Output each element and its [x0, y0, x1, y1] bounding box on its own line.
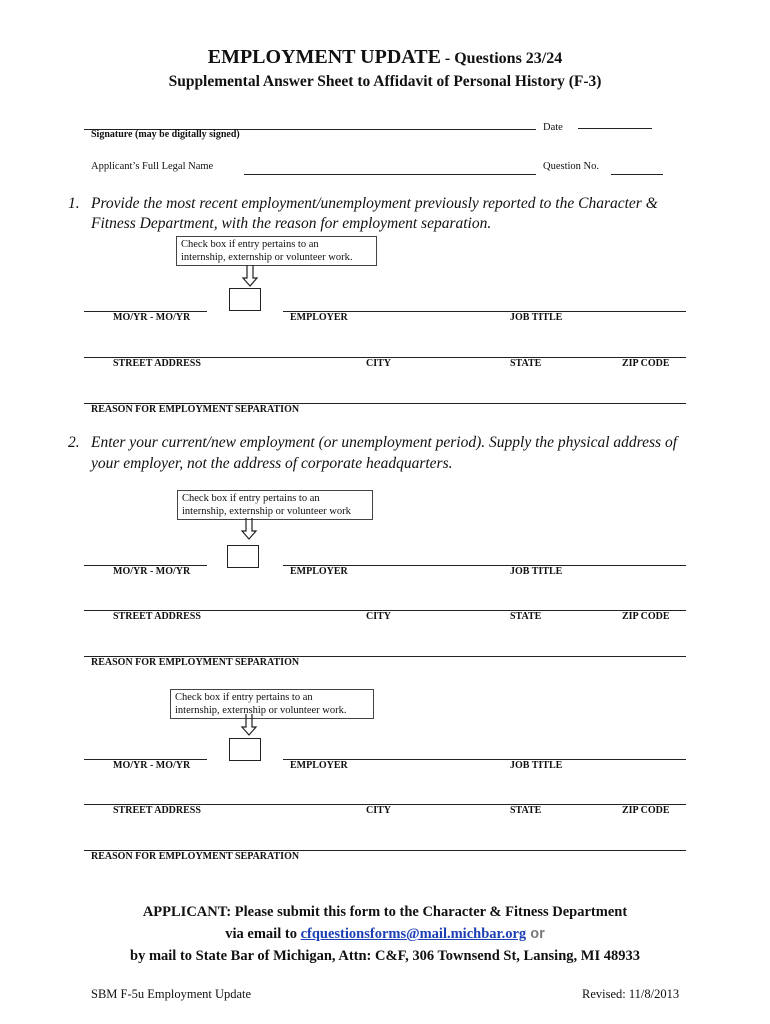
email-link[interactable]: cfquestionsforms@mail.michbar.org	[300, 926, 527, 942]
street-label-3: STREET ADDRESS	[113, 805, 201, 816]
city-label-3: CITY	[366, 805, 392, 816]
checkbox-note-3-line-1: Check box if entry pertains to an	[175, 692, 313, 703]
full-name-line[interactable]	[244, 174, 536, 175]
job-title-label-3: JOB TITLE	[510, 760, 563, 771]
title-questions: - Questions 23/24	[440, 50, 563, 67]
reason-label-1: REASON FOR EMPLOYMENT SEPARATION	[91, 404, 300, 415]
state-label-1: STATE	[510, 358, 542, 369]
zip-label-1: ZIP CODE	[622, 358, 670, 369]
question-1-line-1: Provide the most recent employment/unemployment previously reported to the Character &	[91, 195, 658, 212]
page-title	[0, 46, 770, 69]
dates-label-3: MO/YR - MO/YR	[113, 760, 191, 771]
date-label: Date	[543, 122, 563, 133]
checkbox-note-3-line-2: internship, externship or volunteer work.	[175, 705, 347, 716]
page-subtitle: Supplemental Answer Sheet to Affidavit of Personal History (F-3)	[168, 73, 602, 90]
down-arrow-icon	[239, 518, 259, 540]
down-arrow-icon	[239, 714, 259, 736]
state-label-2: STATE	[510, 611, 542, 622]
email-instructions	[0, 926, 770, 943]
mail-instructions: by mail to State Bar of Michigan, Attn: C&F, 306 Townsend St, Lansing, MI 48933	[130, 948, 640, 964]
city-label-2: CITY	[366, 611, 392, 622]
city-label-1: CITY	[366, 358, 392, 369]
zip-label-2: ZIP CODE	[622, 611, 670, 622]
down-arrow-icon	[240, 265, 260, 287]
question-no-label: Question No.	[543, 161, 599, 172]
form-id: SBM F-5u Employment Update	[91, 987, 252, 1001]
submit-instructions: APPLICANT: Please submit this form to the Character & Fitness Department	[142, 904, 628, 920]
checkbox-note-2-line-1: Check box if entry pertains to an	[182, 493, 320, 504]
date-line[interactable]	[578, 128, 652, 129]
full-name-label: Applicant’s Full Legal Name	[91, 161, 214, 172]
checkbox-note-2-line-2: internship, externship or volunteer work	[182, 506, 351, 517]
internship-checkbox-1[interactable]	[229, 288, 261, 311]
email-prefix: via email to	[225, 926, 301, 942]
internship-checkbox-3[interactable]	[229, 738, 261, 761]
street-label-1: STREET ADDRESS	[113, 358, 201, 369]
reason-label-2: REASON FOR EMPLOYMENT SEPARATION	[91, 657, 300, 668]
employer-label-3: EMPLOYER	[290, 760, 348, 771]
state-label-3: STATE	[510, 805, 542, 816]
or-text: or	[526, 926, 545, 942]
question-1-number: 1.	[68, 195, 80, 212]
revised-date: Revised: 11/8/2013	[582, 987, 680, 1001]
title-main: EMPLOYMENT UPDATE	[207, 46, 441, 68]
checkbox-note-1-line-1: Check box if entry pertains to an	[181, 239, 319, 250]
reason-label-3: REASON FOR EMPLOYMENT SEPARATION	[91, 851, 300, 862]
job-title-label-1: JOB TITLE	[510, 312, 563, 323]
dates-label-1: MO/YR - MO/YR	[113, 312, 191, 323]
question-1-line-2: Fitness Department, with the reason for employment separation.	[91, 215, 492, 232]
signature-label: Signature (may be digitally signed)	[91, 129, 240, 140]
checkbox-note-2	[177, 490, 373, 520]
checkbox-note-3	[170, 689, 374, 719]
internship-checkbox-2[interactable]	[227, 545, 259, 568]
checkbox-note-1-line-2: internship, externship or volunteer work.	[181, 252, 353, 263]
question-no-line[interactable]	[611, 174, 663, 175]
checkbox-note-1	[176, 236, 377, 266]
dates-label-2: MO/YR - MO/YR	[113, 566, 191, 577]
employer-label-2: EMPLOYER	[290, 566, 348, 577]
question-2-number: 2.	[68, 434, 80, 451]
question-2-line-2: your employer, not the address of corporate headquarters.	[91, 455, 453, 472]
zip-label-3: ZIP CODE	[622, 805, 670, 816]
job-title-label-2: JOB TITLE	[510, 566, 563, 577]
street-label-2: STREET ADDRESS	[113, 611, 201, 622]
employer-label-1: EMPLOYER	[290, 312, 348, 323]
question-2-line-1: Enter your current/new employment (or unemployment period). Supply the physical address of	[91, 434, 678, 451]
